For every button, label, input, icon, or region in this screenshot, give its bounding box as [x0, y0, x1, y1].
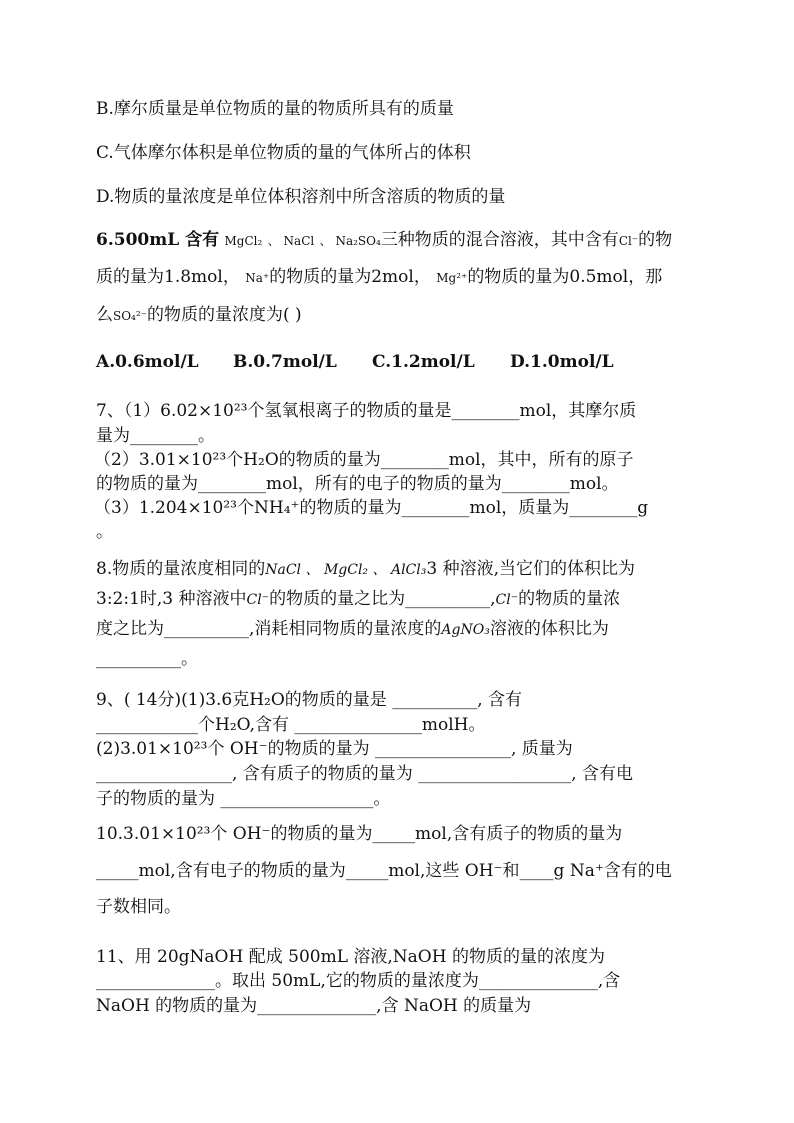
- question-11-line-3: NaOH 的物质的量为______________,含 NaOH 的质量为: [96, 996, 532, 1016]
- q6-option-b: B.0.7mol/L: [233, 352, 337, 372]
- q8-text: 的物质的量之比为__________,: [269, 589, 496, 609]
- question-7-line-5: （3）1.204×10²³个NH₄⁺的物质的量为________mol，质量为________g: [94, 498, 649, 518]
- ion-cl: Cl⁻: [618, 234, 639, 248]
- question-8-line-2: [96, 588, 620, 611]
- q6-option-d: D.1.0mol/L: [510, 352, 614, 372]
- q8-text: 的物质的量浓: [518, 589, 621, 609]
- question-6-line-3: [96, 304, 302, 327]
- formula-agno3: AgNO₃: [441, 622, 490, 638]
- q6-text: 6.500mL 含有: [96, 230, 220, 250]
- question-8-line-4: __________。: [96, 649, 198, 669]
- ion-na: Na⁺: [245, 271, 270, 285]
- question-9-line-2: ____________个H₂O,含有 _______________molH。: [96, 715, 486, 735]
- question-10-line-3: 子数相同。: [96, 897, 181, 917]
- question-7-line-6: 。: [96, 522, 113, 542]
- formula-nacl: NaCl: [283, 234, 315, 248]
- q6-text: 的物质的量为2mol，: [269, 267, 431, 287]
- question-9-line-1: 9、( 14分)(1)3.6克H₂O的物质的量是 __________, 含有: [96, 690, 523, 710]
- q8-text: 溶液的体积比为: [489, 619, 609, 639]
- question-7-line-1: 7、（1）6.02×10²³个氢氧根离子的物质的量是________mol，其摩尔质: [96, 401, 637, 421]
- question-6-line-2: [96, 266, 662, 289]
- line-option-c: C.气体摩尔体积是单位物质的量的气体所占的体积: [96, 143, 471, 163]
- question-9-line-4: ________________, 含有质子的物质的量为 __________________, 含有电: [96, 764, 634, 784]
- question-8-line-1: [96, 558, 635, 581]
- formula-mgcl2: MgCl₂: [323, 562, 369, 578]
- ion-cl: Cl⁻: [246, 592, 270, 608]
- question-11-line-2: ______________。取出 50mL,它的物质的量浓度为______________,含: [96, 971, 621, 991]
- question-9-line-5: 子的物质的量为 __________________。: [96, 789, 391, 809]
- question-10-line-2: _____mol,含有电子的物质的量为_____mol,这些 OH⁻和____g Na⁺含有的电: [96, 861, 672, 881]
- ion-mg: Mg²⁺: [436, 271, 468, 285]
- separator: 、: [301, 562, 324, 578]
- q8-text: 度之比为__________,消耗相同物质的量浓度的: [96, 619, 442, 639]
- line-option-d: D.物质的量浓度是单位体积溶剂中所含溶质的物质的量: [96, 187, 506, 207]
- question-11-line-1: 11、用 20gNaOH 配成 500mL 溶液,NaOH 的物质的量的浓度为: [96, 947, 605, 967]
- q6-option-a: A.0.6mol/L: [96, 352, 199, 372]
- separator: 、: [368, 562, 391, 578]
- question-8-line-3: [96, 618, 609, 641]
- question-7-line-4: 的物质的量为________mol，所有的电子的物质的量为________mol。: [96, 474, 619, 494]
- q6-text: 的物质的量为0.5mol，那: [467, 267, 663, 287]
- q6-text: 的物质的量浓度为( ): [147, 305, 302, 325]
- q6-text: 质的量为1.8mol，: [96, 267, 240, 287]
- q8-text: 8.物质的量浓度相同的: [96, 559, 266, 579]
- question-7-line-3: （2）3.01×10²³个H₂O的物质的量为________mol，其中，所有的原子: [94, 450, 634, 470]
- q8-text: 3:2:1时,3 种溶液中: [96, 589, 247, 609]
- formula-nacl: NaCl: [265, 562, 302, 578]
- formula-mgcl2: MgCl₂: [224, 234, 263, 248]
- q8-text: 3 种溶液,当它们的体积比为: [426, 559, 635, 579]
- q6-text: 三种物质的混合溶液，其中含有: [380, 230, 619, 250]
- question-7-line-2: 量为________。: [96, 426, 215, 446]
- formula-alcl3: AlCl₃: [390, 562, 427, 578]
- q6-option-c: C.1.2mol/L: [372, 352, 475, 372]
- ion-cl: Cl⁻: [495, 592, 519, 608]
- separator: 、: [319, 234, 336, 248]
- line-option-b: B.摩尔质量是单位物质的量的物质所具有的质量: [96, 99, 454, 119]
- formula-na2so4: Na₂SO₄: [335, 234, 381, 248]
- separator: 、: [267, 234, 284, 248]
- ion-so4: SO₄²⁻: [113, 309, 148, 323]
- question-10-line-1: 10.3.01×10²³个 OH⁻的物质的量为_____mol,含有质子的物质的量为: [96, 824, 623, 844]
- q6-text: 么: [96, 305, 113, 325]
- question-9-line-3: (2)3.01×10²³个 OH⁻的物质的量为 ________________, 质量为: [96, 739, 573, 759]
- q6-text: 的物: [638, 230, 673, 250]
- question-6-line-1: [96, 229, 672, 252]
